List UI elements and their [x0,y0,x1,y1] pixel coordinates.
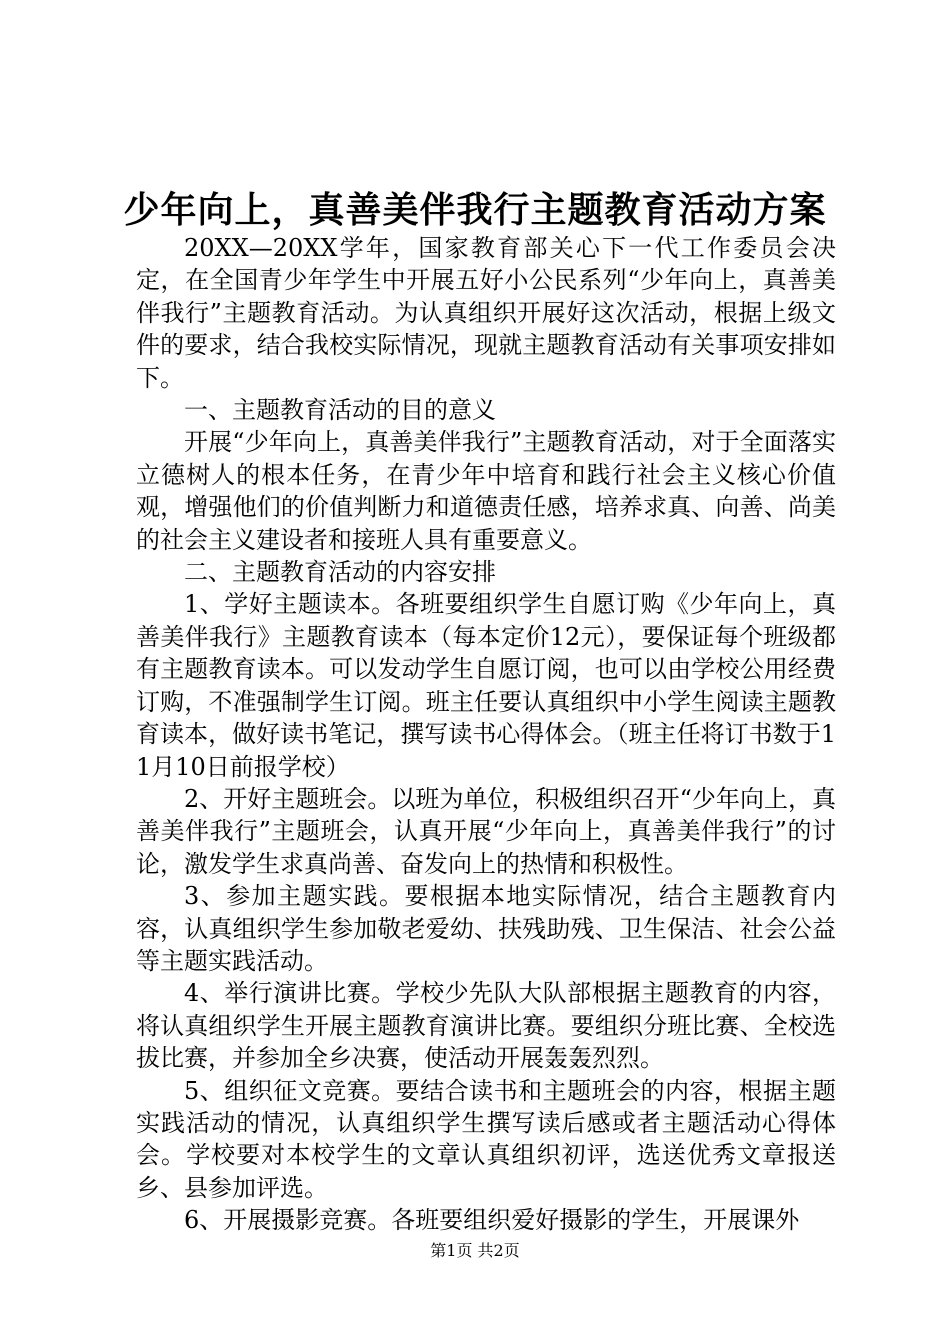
paragraph-intro: 20XX—20XX学年，国家教育部关心下一代工作委员会决定，在全国青少年学生中开展五好小公民系列“少年向上，真善美伴我行”主题教育活动。为认真组织开展好这次活动，根据上级文件的要求，结合我校实际情况，现就主题教育活动有关事项安排如下。 [136,234,836,392]
section-heading-1: 一、主题教育活动的目的意义 [184,396,496,425]
paragraph-purpose: 开展“少年向上，真善美伴我行”主题教育活动，对于全面落实立德树人的根本任务，在青少年中培育和践行社会主义核心价值观，增强他们的价值判断力和道德责任感，培养求真、向善、尚美的社会主义建设者和接班人具有重要意义。 [136,428,836,554]
paragraph-item-3: 3、参加主题实践。要根据本地实际情况，结合主题教育内容，认真组织学生参加敬老爱幼、扶残助残、卫生保洁、社会公益等主题实践活动。 [136,882,836,975]
paragraph-item-1: 1、学好主题读本。各班要组织学生自愿订购《少年向上，真善美伴我行》主题教育读本（每本定价12元），要保证每个班级都有主题教育读本。可以发动学生自愿订阅，也可以由学校公用经费订购，不准强制学生订阅。班主任要认真组织中小学生阅读主题教育读本，做好读书笔记，撰写读书心得体会。（班主任将订书数于11月10日前报学校） [136,590,836,781]
section-heading-2: 二、主题教育活动的内容安排 [184,558,496,587]
page-number-footer: 第1页 共2页 [430,1241,520,1260]
document-body [136,232,836,1237]
paragraph-item-5: 5、组织征文竞赛。要结合读书和主题班会的内容，根据主题实践活动的情况，认真组织学生撰写读后感或者主题活动心得体会。学校要对本校学生的文章认真组织初评，选送优秀文章报送乡、县参加评选。 [136,1076,836,1202]
paragraph-item-4: 4、举行演讲比赛。学校少先队大队部根据主题教育的内容，将认真组织学生开展主题教育演讲比赛。要组织分班比赛、全校选拔比赛，并参加全乡决赛，使活动开展轰轰烈烈。 [136,979,836,1073]
paragraph-item-6: 6、开展摄影竞赛。各班要组织爱好摄影的学生，开展课外 [184,1206,800,1235]
document-title: 少年向上，真善美伴我行主题教育活动方案 [123,189,827,231]
paragraph-item-2: 2、开好主题班会。以班为单位，积极组织召开“少年向上，真善美伴我行”主题班会，认真开展“少年向上，真善美伴我行”的讨论，激发学生求真尚善、奋发向上的热情和积极性。 [136,784,836,878]
